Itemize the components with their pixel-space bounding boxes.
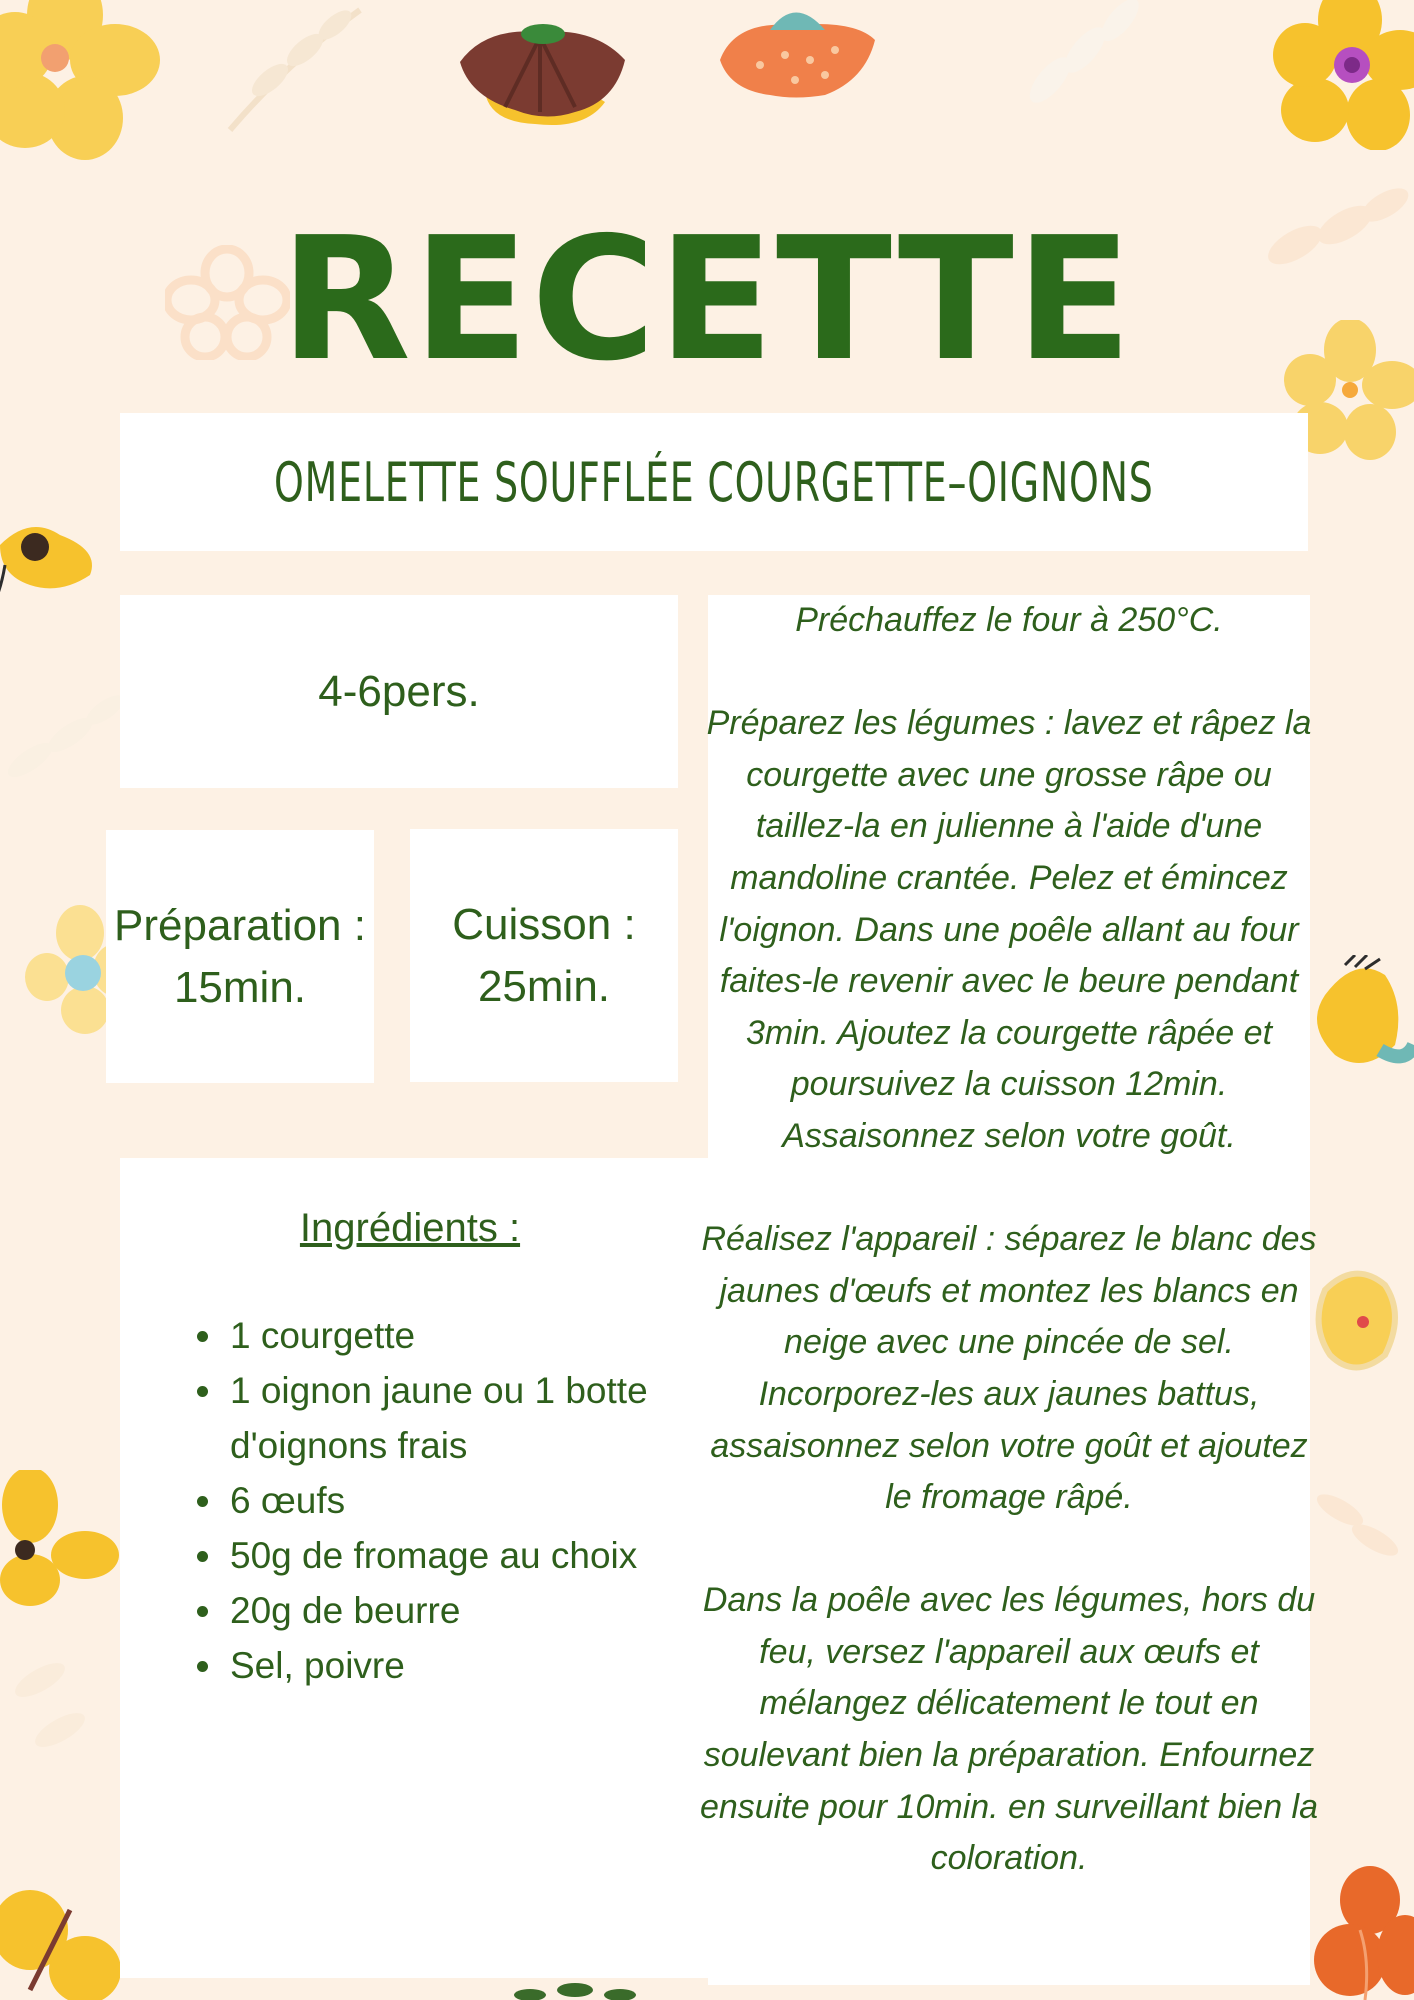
yellow-flower-top-right-icon [1270,0,1414,150]
ingredients-list [180,1308,746,1693]
servings-box [120,595,678,788]
ingredient-item: • 6 œufs [226,1473,746,1528]
ingredient-item: • 1 oignon jaune ou 1 botte d'oignons frais [226,1363,746,1473]
leaves-bottom-icon [500,1975,650,2000]
preparation-box [106,830,374,1083]
leaf-branch-top-icon [210,0,370,140]
steps-box [699,595,1319,1985]
yellow-flower-right-mid-icon [1305,955,1414,1085]
steps-text [698,595,1320,1936]
flower-top-left-icon [0,0,160,160]
cuisson-box [410,829,678,1082]
preparation-value: 15min. [173,962,307,1012]
ingredients-box [120,1158,720,1978]
ingredient-item: • 50g de fromage au choix [226,1528,746,1583]
step-paragraph: Réalisez l'appareil : séparez le blanc des jaunes d'œufs et montez les blancs en neige avec une pincée de sel. Incorporez-les aux jaunes battus, assaisonnez selon votre goût et ajoutez le fromage râpé. [701,1220,1317,1517]
step-paragraph: Dans la poêle avec les légumes, hors du feu, versez l'appareil aux œufs et mélangez délicatement le tout en soulevant bien la préparation. Enfournez ensuite pour 10min. en surveillant bien la coloration. [699,1581,1319,1878]
preparation-label: Préparation : [114,900,366,950]
ingredient-item: • Sel, poivre [226,1638,746,1693]
orange-flower-bottom-right-icon [1310,1860,1414,2000]
outline-yellow-flower-icon [1305,1260,1414,1385]
orange-flower-top-icon [715,0,880,100]
ingredients-heading: Ingrédients : [299,1206,521,1250]
servings-value: 4-6pers. [318,666,480,716]
brown-flower-top-icon [455,22,630,132]
recipe-name-box [120,413,1308,551]
cuisson-value: 25min. [477,961,611,1011]
leaf-branch-left-icon [0,680,130,790]
step-paragraph: Préchauffez le four à 250°C. [795,601,1223,639]
yellow-flower-left-icon [0,505,110,615]
yellow-flower-bottom-left-icon [0,1880,130,2000]
step-paragraph: Préparez les légumes : lavez et râpez la courgette avec une grosse râpe ou taillez-la en julienne à l'aide d'une mandoline crantée. Pelez et émincez l'oignon. Dans une poêle allant au four faites-le revenir avec le beure pendant 3min. Ajoutez la courgette râpée et poursuivez la cuisson 12min. Assaisonnez selon votre goût. [706,704,1312,1155]
leaf-branch-left-low-icon [0,1640,120,1780]
cuisson-label: Cuisson : [452,899,636,949]
page-title: RECETTE [280,201,1134,399]
ingredient-item: • 20g de beurre [226,1583,746,1638]
leaf-branch-top-right-icon [1010,0,1160,120]
ingredient-item: • 1 courgette [226,1308,746,1363]
yellow-flower-left-low-icon [0,1470,120,1620]
recipe-name: OMELETTE SOUFFLÉE COURGETTE–OIGNONS [274,450,1154,514]
